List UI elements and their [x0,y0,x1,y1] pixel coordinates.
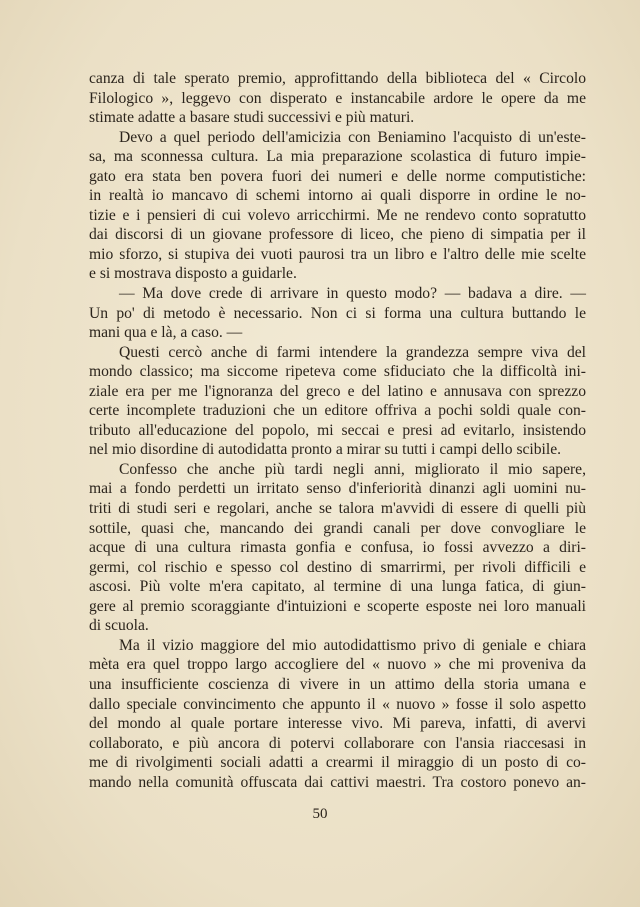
text-line: una insufficiente coscienza di vivere in un attimo della storia umana e [89,675,586,693]
text-line: tributo all'educazione del popolo, mi seccai e presi ad evitarlo, insistendo [89,421,586,439]
text-line: stimate adatte a basare studi successivi e più maturi. [89,109,415,127]
text-line: me di rivolgimenti sociali adatti a crearmi il miraggio di un posto di co- [89,754,586,772]
paragraph [89,460,586,636]
paragraph [89,343,586,460]
text-line: Questi cercò anche di farmi intendere la grandezza sempre viva del [119,343,586,361]
text-line: Ma il vizio maggiore del mio autodidattismo privo di geniale e chiara [119,636,586,654]
text-line: ascosi. Più volte m'era capitato, al termine di una lunga fatica, di giun- [89,578,586,596]
text-line: Confesso che anche più tardi negli anni, migliorato il mio sapere, [119,460,586,478]
text-line: canza di tale sperato premio, approfittando della biblioteca del « Circolo [89,70,586,87]
text-line: nel mio disordine di autodidatta pronto a mirar su tutti i campi dello scibile. [89,441,562,459]
text-line: sa, ma sconnessa cultura. La mia preparazione scolastica di futuro impie- [89,148,586,166]
text-line: e si mostrava disposto a guidarle. [89,265,297,283]
text-line: ziale era per me l'ignoranza del greco e del latino e annusava con sprezzo [89,382,586,400]
paragraph [89,284,586,343]
text-line: mondo classico; ma siccome ripeteva come sfiduciato che la difficoltà ini- [89,363,586,381]
text-line: sottile, quasi che, mancando dei grandi canali per dove convogliare le [89,519,586,537]
text-line: certe incomplete traduzioni che un editore offriva a pochi soldi quale con- [89,402,586,420]
paragraph [89,128,586,284]
text-line: gere al premio scoraggiante d'intuizioni e scoperte esposte nei loro manuali [89,597,586,615]
text-line: tizie e i pensieri di cui volevo arricchirmi. Me ne rendevo conto sopratutto [89,206,586,224]
body-text [89,69,586,792]
text-line: — Ma dove crede di arrivare in questo modo? — badava a dire. — [119,285,586,303]
text-line: mèta era quel troppo largo accogliere del « nuovo » che mi proveniva da [89,656,586,674]
text-line: collaborato, e più ancora di potervi collaborare con l'ansia riaccesasi in [89,734,586,752]
text-line: dai discorsi di un giovane professore di liceo, che pieno di simpatia per il [89,226,586,244]
text-line: Devo a quel periodo dell'amicizia con Beniamino l'acquisto di un'este- [119,128,586,146]
text-line: acque di una cultura rimasta gonfia e confusa, io fossi avvezzo a diri- [89,539,586,557]
page-number: 50 [312,806,328,822]
text-line: di scuola. [89,617,149,635]
text-line: mani qua e là, a caso. — [89,324,243,342]
text-line: in realtà io mancavo di schemi intorno ai quali disporre in ordine le no- [89,187,586,205]
text-line: dallo speciale convincimento che appunto il « nuovo » fosse il solo aspetto [89,695,586,713]
text-line: Un po' di metodo è necessario. Non ci si forma una cultura buttando le [89,304,586,322]
text-line: germi, col rischio e spesso col destino di smarrirmi, per rivoli difficili e [89,558,586,576]
paragraph [89,69,586,128]
paragraph [89,636,586,792]
text-line: triti di studi seri e regolari, anche se talora m'avvidi di essere di quelli più [89,500,586,518]
text-line: gato era stata ben povera fuori dei numeri e delle norme computistiche: [89,167,586,185]
text-line: mai a fondo perdetti un irritato senso d'inferiorità dinanzi agli uomini nu- [89,480,586,498]
text-line: mio sforzo, si stupiva dei vuoti paurosi tra un libro e l'altro delle mie scelte [89,245,586,263]
text-line: mando nella comunità offuscata dai cattivi maestri. Tra costoro ponevo an- [89,773,586,791]
text-line: Filologico », leggevo con disperato e instancabile ardore le opere da me [89,89,586,107]
text-line: del mondo al quale portare interesse vivo. Mi pareva, infatti, di avervi [89,715,586,733]
